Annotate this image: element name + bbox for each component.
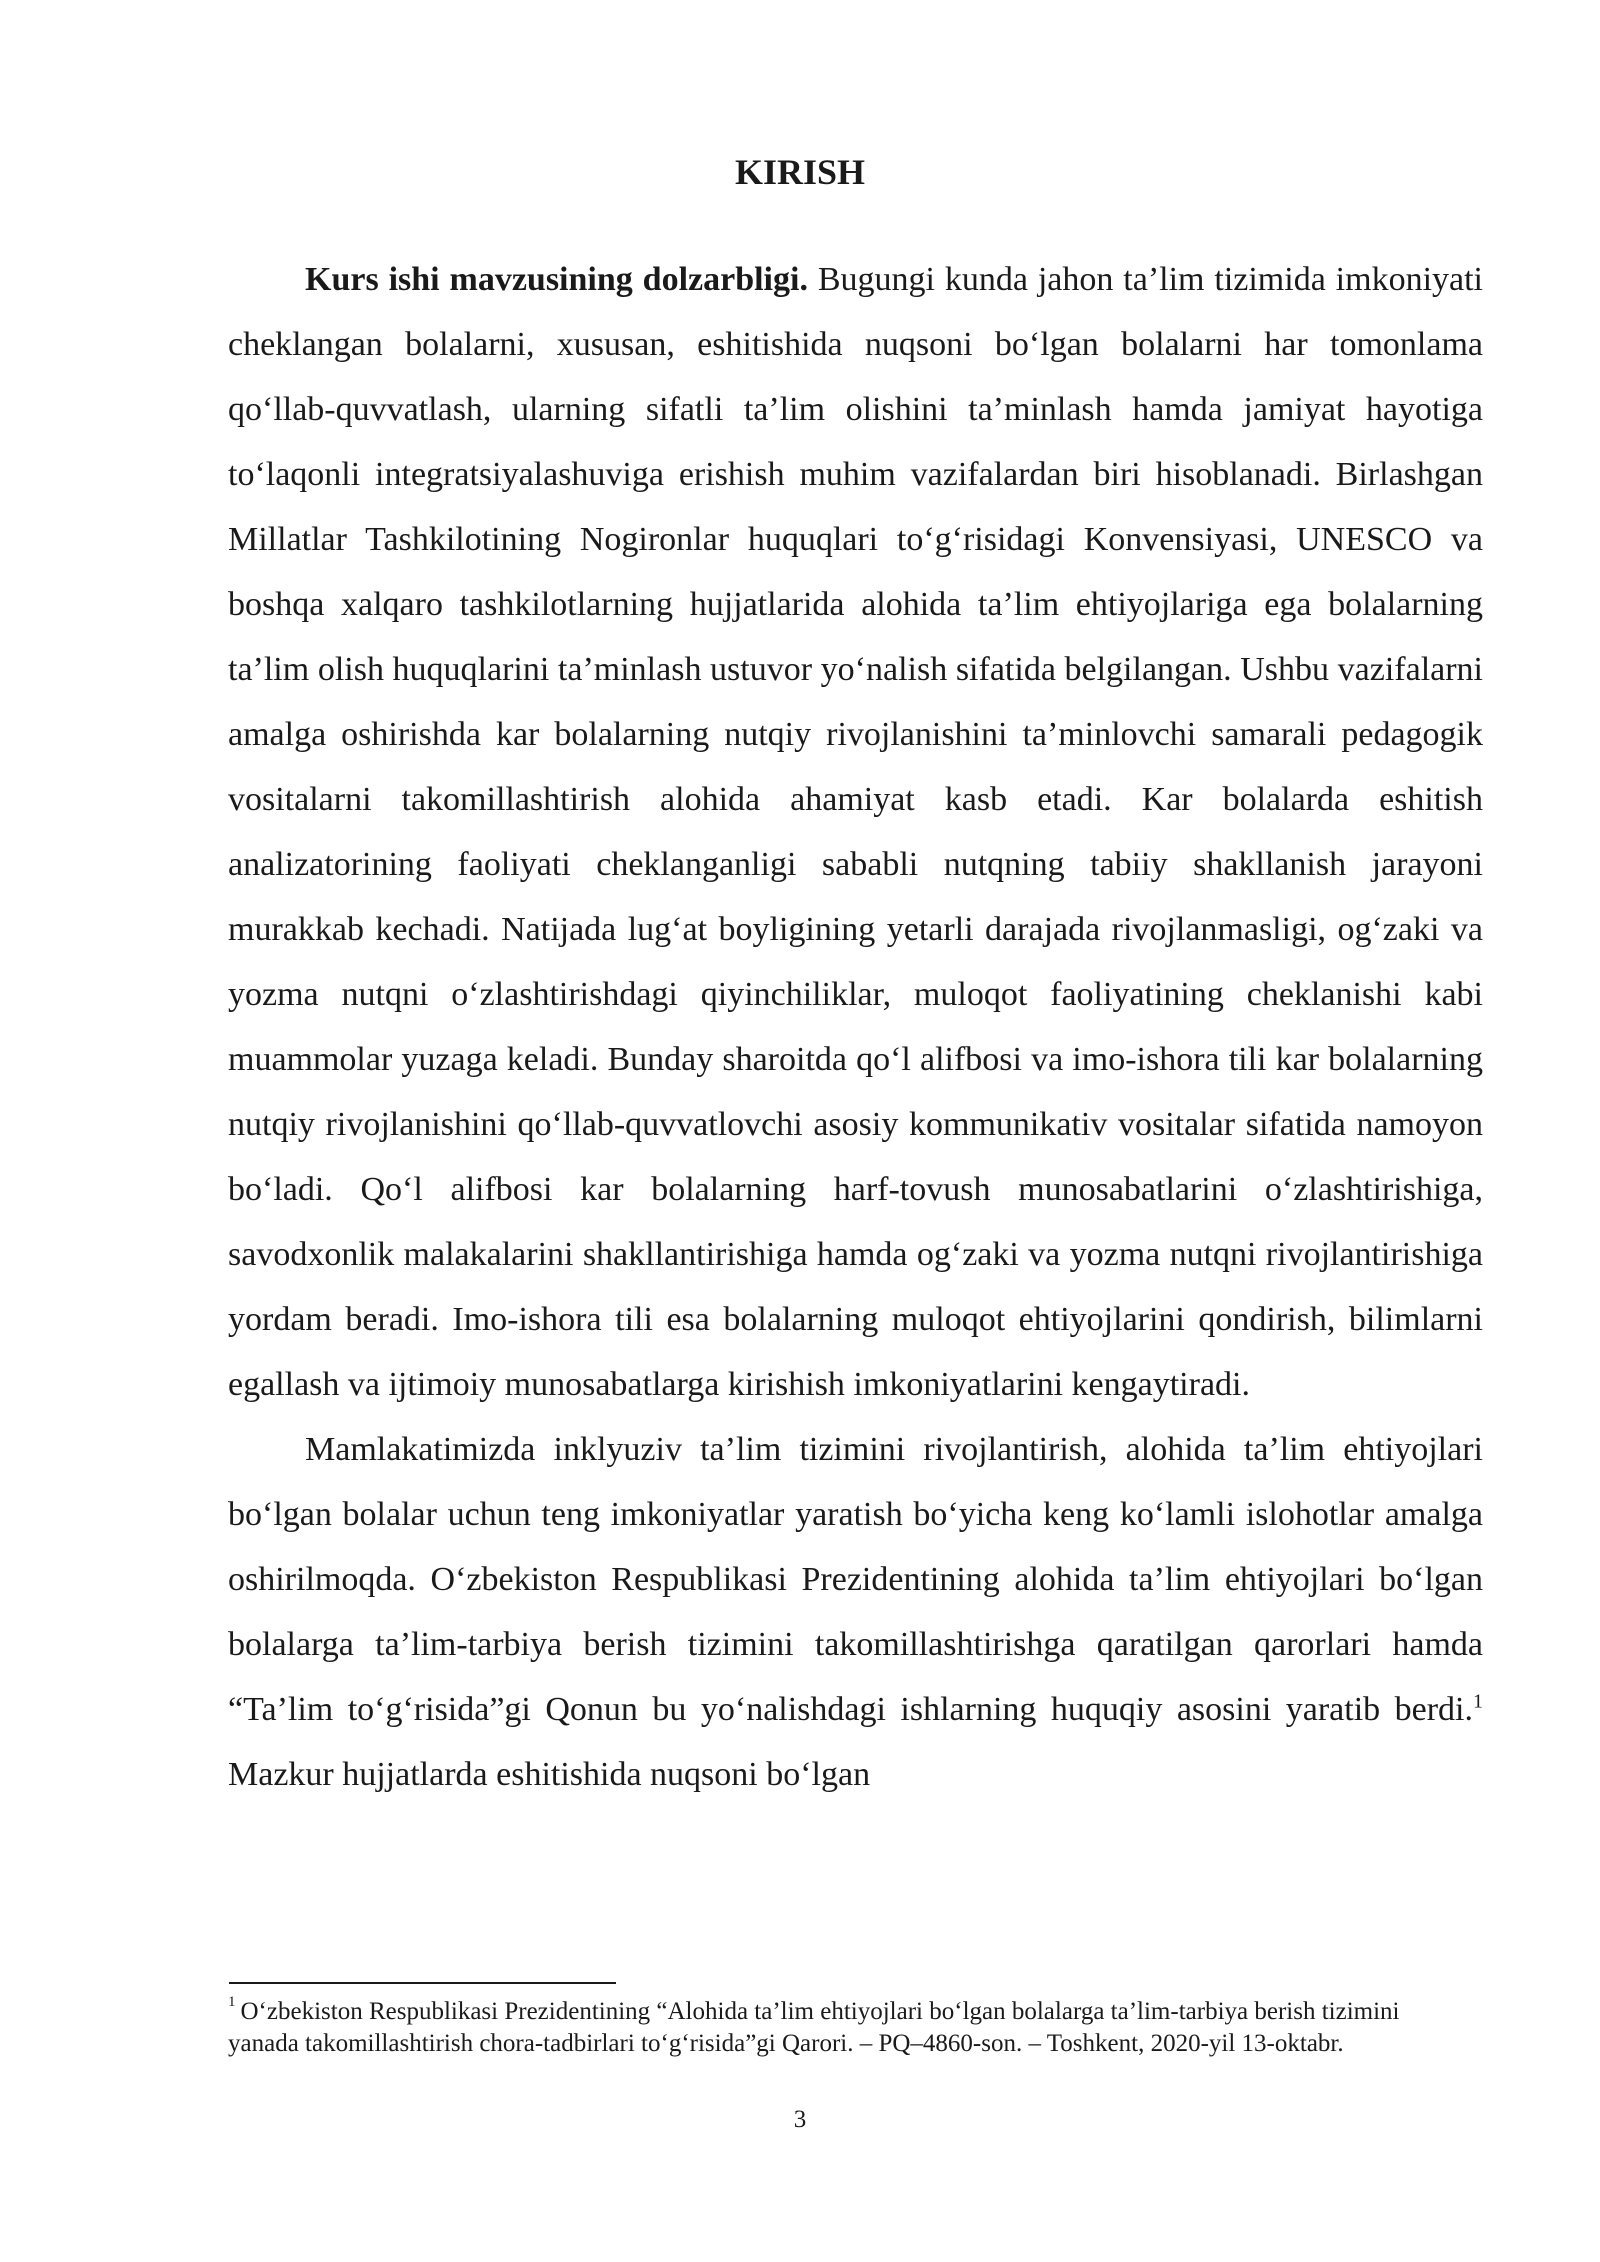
page-number: 3 <box>793 2106 807 2133</box>
paragraph-text: Bugungi kunda jahon ta’lim tizimida imkoniyati cheklangan bolalarni, xususan, eshitishida nuqsoni bo‘lgan bolalarni har tomonlama qo‘llab-quvvatlash, ularning sifatli ta’lim olishini ta’minlash hamda jamiyat hayotiga to‘laqonli integratsiyalashuviga erishish muhim vazifalardan biri hisoblanadi. Birlashgan Millatlar Tashkilotining Nogironlar huquqlari to‘g‘risidagi Konvensiyasi, UNESCO va boshqa xalqaro tashkilotlarning hujjatlarida alohida ta’lim ehtiyojlariga ega bolalarning ta’lim olish huquqlarini ta’minlash ustuvor yo‘nalish sifatida belgilangan. Ushbu vazifalarni amalga oshirishda kar bolalarning nutqiy rivojlanishini ta’minlovchi samarali pedagogik vositalarni takomillashtirish alohida ahamiyat kasb etadi. Kar bolalarda eshitish analizatorining faoliyati cheklanganligi sababli nutqning tabiiy shakllanish jarayoni murakkab kechadi. Natijada lug‘at boyligining yetarli darajada rivojlanmasligi, og‘zaki va yozma nutqni o‘zlashtirishdagi qiyinchiliklar, muloqot faoliyatining cheklanishi kabi muammolar yuzaga keladi. Bunday sharoitda qo‘l alifbosi va imo-ishora tili kar bolalarning nutqiy rivojlanishini qo‘llab-quvvatlovchi asosiy kommunikativ vositalar sifatida namoyon bo‘ladi. Qo‘l alifbosi kar bolalarning harf-tovush munosabatlarini o‘zlashtirishiga, savodxonlik malakalarini shakllantirishiga hamda og‘zaki va yozma nutqni rivojlantirishiga yordam beradi. Imo-ishora tili esa bolalarning muloqot ehtiyojlarini qondirish, bilimlarni egallash va ijtimoiy munosabatlarga kirishish imkoniyatlarini kengaytiradi. <box>228 261 1484 1403</box>
footnote-reference[interactable]: 1 <box>1473 1690 1483 1713</box>
section-heading: KIRISH <box>734 152 866 192</box>
paragraph-relevance <box>228 247 1483 1417</box>
footnote-marker: 1 <box>228 1994 236 2010</box>
paragraph-text: Mamlakatimizda inklyuziv ta’lim tizimini rivojlantirish, alohida ta’lim ehtiyojlari bo‘lgan bolalar uchun teng imkoniyatlar yaratish bo‘yicha keng ko‘lamli islohotlar amalga oshirilmoqda. O‘zbekiston Respublikasi Prezidentining alohida ta’lim ehtiyojlari bo‘lgan bolalarga ta’lim-tarbiya berish tizimini takomillashtirishga qaratilgan qarorlari hamda “Ta’lim to‘g‘risida”gi Qonun bu yo‘nalishdagi ishlarning huquqiy asosini yaratib berdi. <box>228 1431 1483 1728</box>
paragraph-text: Mazkur hujjatlarda eshitishida nuqsoni bo‘lgan <box>228 1756 871 1793</box>
paragraph-lead: Kurs ishi mavzusining dolzarbligi. <box>305 261 808 298</box>
footnote-text: O‘zbekiston Respublikasi Prezidentining “Alohida ta’lim ehtiyojlari bo‘lgan bolalarga ta’lim-tarbiya berish tizimini yanada takomillashtirish chora-tadbirlari to‘g‘risida”gi Qarori. – PQ–4860-son. – Toshkent, 2020-yil 13-oktabr. <box>228 1998 1400 2057</box>
body-text <box>228 247 1483 1807</box>
footnote <box>228 1996 1438 2060</box>
footnote-separator <box>229 1982 616 1984</box>
paragraph-reforms <box>228 1417 1483 1807</box>
